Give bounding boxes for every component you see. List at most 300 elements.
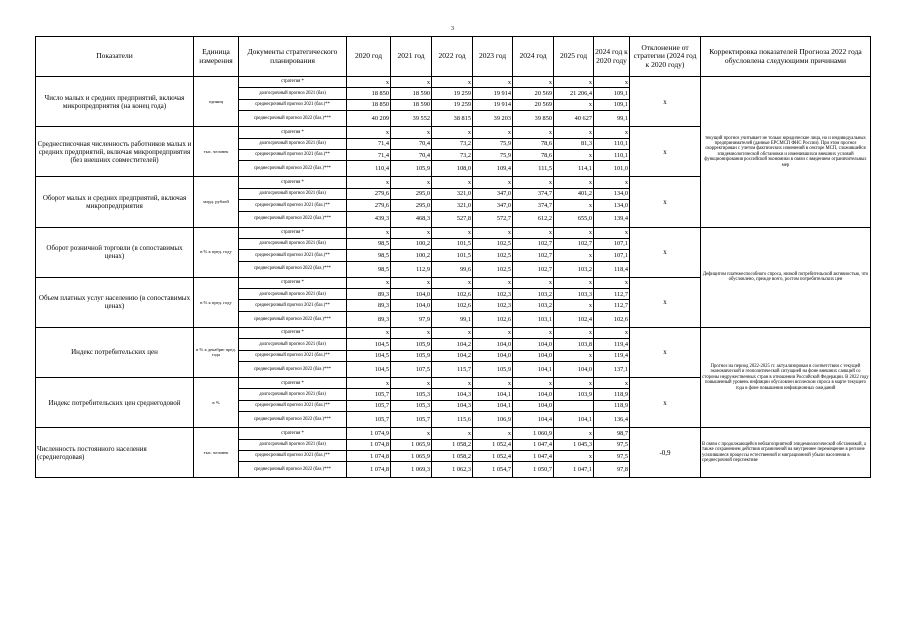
value-cell: 105,7 xyxy=(347,389,391,400)
value-cell: x xyxy=(554,350,594,361)
value-cell: 1 047,4 xyxy=(513,450,554,461)
value-cell: 70,4 xyxy=(391,149,432,160)
value-cell: 99,1 xyxy=(594,111,630,127)
table-row xyxy=(36,428,871,439)
value-cell: 40 209 xyxy=(347,111,391,127)
value-cell: 1 047,1 xyxy=(554,462,594,478)
unit-cell: тыс. человек xyxy=(194,127,239,177)
value-cell: 105,7 xyxy=(391,412,432,428)
value-cell: 1 069,3 xyxy=(391,462,432,478)
value-cell: 38 815 xyxy=(432,111,473,127)
reason-cell: В связи с продолжающейся неблагоприятной эпидемиологической обстановкой, а также сохранением действия ограничений на внутреннее перемещение в регионе усилившиеся процессы естественной и миграционной убыли населения в среднесрочной перспективе xyxy=(701,428,871,478)
value-cell: 112,7 xyxy=(594,289,630,300)
value-cell: 106,9 xyxy=(473,412,513,428)
value-cell: 105,7 xyxy=(347,400,391,411)
value-cell: x xyxy=(391,428,432,439)
value-cell: 1 047,4 xyxy=(513,439,554,450)
indicators-table xyxy=(35,36,871,478)
unit-cell: тыс. человек xyxy=(194,428,239,478)
value-cell: 103,2 xyxy=(554,261,594,277)
value-cell: 104,1 xyxy=(473,400,513,411)
value-cell: x xyxy=(391,177,432,188)
value-cell: x xyxy=(432,378,473,389)
document-cell: стратегия * xyxy=(239,277,347,288)
value-cell: 19 259 xyxy=(432,88,473,99)
value-cell: x xyxy=(347,378,391,389)
value-cell: 99,6 xyxy=(432,261,473,277)
value-cell: 119,4 xyxy=(594,350,630,361)
value-cell: 110,1 xyxy=(594,149,630,160)
value-cell: 104,4 xyxy=(513,412,554,428)
value-cell: 78,6 xyxy=(513,149,554,160)
deviation-cell: x xyxy=(630,177,701,227)
document-cell: стратегия * xyxy=(239,177,347,188)
deviation-cell: -0,9 xyxy=(630,428,701,478)
value-cell: 71,4 xyxy=(347,138,391,149)
document-cell: долгосрочный прогноз 2021 (баз) xyxy=(239,339,347,350)
value-cell: 612,2 xyxy=(513,211,554,227)
header-cell: 2024 год к 2020 году xyxy=(594,37,630,77)
value-cell: 102,7 xyxy=(554,238,594,249)
value-cell: 98,5 xyxy=(347,250,391,261)
value-cell xyxy=(554,400,594,411)
reason-cell: Дефицитом платежеспособного спроса, низкой потребительской активностью, что обусловлено, прежде всего, ростом потребительских цен xyxy=(701,227,871,327)
value-cell: 104,2 xyxy=(432,339,473,350)
value-cell: 108,0 xyxy=(432,161,473,177)
value-cell: x xyxy=(594,77,630,88)
deviation-cell: x xyxy=(630,127,701,177)
value-cell: 1 065,9 xyxy=(391,439,432,450)
value-cell: x xyxy=(473,227,513,238)
value-cell: 102,4 xyxy=(554,311,594,327)
value-cell: 1 045,3 xyxy=(554,439,594,450)
header-cell: 2025 год xyxy=(554,37,594,77)
value-cell: 1 058,2 xyxy=(432,439,473,450)
value-cell: 119,4 xyxy=(594,339,630,350)
value-cell: 104,2 xyxy=(432,350,473,361)
value-cell: 105,9 xyxy=(391,350,432,361)
value-cell: x xyxy=(473,428,513,439)
value-cell: 104,0 xyxy=(473,339,513,350)
value-cell: 100,2 xyxy=(391,238,432,249)
document-cell: стратегия * xyxy=(239,77,347,88)
value-cell: 105,9 xyxy=(391,339,432,350)
value-cell: 103,2 xyxy=(513,300,554,311)
value-cell: 104,1 xyxy=(473,389,513,400)
value-cell: 39 203 xyxy=(473,111,513,127)
value-cell: 104,0 xyxy=(513,350,554,361)
value-cell: x xyxy=(554,300,594,311)
value-cell: x xyxy=(554,200,594,211)
table-row xyxy=(36,227,871,238)
value-cell: 98,5 xyxy=(347,238,391,249)
value-cell: 104,3 xyxy=(432,400,473,411)
value-cell: 109,4 xyxy=(473,161,513,177)
value-cell: x xyxy=(594,227,630,238)
indicator-name: Объем платных услуг населению (в сопоставимых ценах) xyxy=(36,277,194,327)
page-number: 3 xyxy=(451,26,454,32)
document-cell: долгосрочный прогноз 2021 (баз) xyxy=(239,389,347,400)
value-cell: 1 074,9 xyxy=(347,428,391,439)
value-cell: x xyxy=(513,77,554,88)
value-cell: 1 060,9 xyxy=(513,428,554,439)
value-cell: x xyxy=(513,378,554,389)
document-cell: стратегия * xyxy=(239,327,347,338)
header-cell: Корректировка показателей Прогноза 2022 года обусловлена следующими причинами xyxy=(701,37,871,77)
value-cell: 97,5 xyxy=(594,450,630,461)
value-cell: x xyxy=(432,428,473,439)
unit-cell: в % к декабрю пред. года xyxy=(194,327,239,377)
value-cell: 134,0 xyxy=(594,188,630,199)
value-cell: 105,3 xyxy=(391,389,432,400)
value-cell: 104,0 xyxy=(554,362,594,378)
indicator-name: Число малых и средних предприятий, включая микропредприятия (на конец года) xyxy=(36,77,194,127)
indicator-name: Индекс потребительских цен среднегодовой xyxy=(36,378,194,428)
value-cell: 115,7 xyxy=(432,362,473,378)
value-cell: 75,9 xyxy=(473,138,513,149)
value-cell: 97,9 xyxy=(391,311,432,327)
value-cell: 19 259 xyxy=(432,99,473,110)
reason-cell: Прогноз на период 2022-2025 гг. актуализирован в соответствии с текущей экономической и геополитической ситуацией на фоне внешних санкций со стороны недружественных стран в отношении Российской Федерации. В 2022 году повышенный уровень инфляции обусловлен всплеском спроса в марте текущего года в фоне повышения инфляционных ожиданий xyxy=(701,327,871,427)
value-cell: 81,3 xyxy=(554,138,594,149)
value-cell: 102,7 xyxy=(513,238,554,249)
header-cell: 2024 год xyxy=(513,37,554,77)
value-cell: 1 050,7 xyxy=(513,462,554,478)
value-cell: 139,4 xyxy=(594,211,630,227)
deviation-cell: x xyxy=(630,378,701,428)
value-cell: x xyxy=(594,127,630,138)
unit-cell: единиц xyxy=(194,77,239,127)
value-cell: 401,2 xyxy=(554,188,594,199)
value-cell: x xyxy=(554,277,594,288)
value-cell: 374,7 xyxy=(513,200,554,211)
value-cell: 105,3 xyxy=(391,400,432,411)
value-cell: x xyxy=(432,227,473,238)
value-cell: 321,0 xyxy=(432,188,473,199)
document-cell: среднесрочный прогноз 2021 (баз.)** xyxy=(239,250,347,261)
value-cell: 18 850 xyxy=(347,88,391,99)
value-cell: x xyxy=(594,378,630,389)
value-cell: x xyxy=(594,277,630,288)
document-cell: среднесрочный прогноз 2022 (баз.)*** xyxy=(239,261,347,277)
value-cell: 572,7 xyxy=(473,211,513,227)
value-cell: 104,0 xyxy=(513,389,554,400)
header-cell: Документы стратегического планирования xyxy=(239,37,347,77)
document-cell: среднесрочный прогноз 2021 (баз.)** xyxy=(239,350,347,361)
value-cell: x xyxy=(473,77,513,88)
value-cell: 295,0 xyxy=(391,200,432,211)
value-cell: 104,5 xyxy=(347,362,391,378)
value-cell: x xyxy=(554,227,594,238)
header-cell: Показатели xyxy=(36,37,194,77)
value-cell: 104,1 xyxy=(554,412,594,428)
header-cell: 2022 год xyxy=(432,37,473,77)
value-cell: 101,5 xyxy=(432,250,473,261)
value-cell: x xyxy=(347,127,391,138)
value-cell: 89,3 xyxy=(347,289,391,300)
value-cell: 99,1 xyxy=(432,311,473,327)
unit-cell: млрд. рублей xyxy=(194,177,239,227)
value-cell: 1 054,7 xyxy=(473,462,513,478)
document-cell: стратегия * xyxy=(239,227,347,238)
value-cell: 110,1 xyxy=(594,138,630,149)
value-cell: 20 569 xyxy=(513,99,554,110)
value-cell: x xyxy=(594,327,630,338)
value-cell: x xyxy=(391,127,432,138)
value-cell: x xyxy=(391,77,432,88)
value-cell: x xyxy=(513,277,554,288)
value-cell: x xyxy=(347,277,391,288)
value-cell: 134,0 xyxy=(594,200,630,211)
value-cell: 102,3 xyxy=(473,289,513,300)
unit-cell: в % к пред. году xyxy=(194,277,239,327)
value-cell: 19 914 xyxy=(473,99,513,110)
reason-cell: текущий прогноз учитывает не только юридические лица, но и индивидуальных предпринимателей (данные ЕРСМСП ФНС России). При этом прогноз скорректирован с учетом фактических изменений в секторе МСП, сложившейся эпидемиологической обстановки и изменившихся внешних условий функционирования российской экономики в связи с введением ограничительных мер xyxy=(701,77,871,228)
value-cell: x xyxy=(554,99,594,110)
document-cell: среднесрочный прогноз 2022 (баз.)*** xyxy=(239,211,347,227)
value-cell: 655,0 xyxy=(554,211,594,227)
value-cell: x xyxy=(432,277,473,288)
value-cell: 118,9 xyxy=(594,389,630,400)
value-cell: 102,5 xyxy=(473,238,513,249)
value-cell: 527,8 xyxy=(432,211,473,227)
value-cell: 347,0 xyxy=(473,188,513,199)
value-cell: x xyxy=(473,127,513,138)
document-cell: долгосрочный прогноз 2021 (баз) xyxy=(239,188,347,199)
value-cell: x xyxy=(391,378,432,389)
value-cell: 374,7 xyxy=(513,188,554,199)
deviation-cell: x xyxy=(630,327,701,377)
value-cell: 279,6 xyxy=(347,188,391,199)
indicator-name: Численность постоянного населения (среднегодовая) xyxy=(36,428,194,478)
value-cell: 102,5 xyxy=(473,250,513,261)
value-cell: x xyxy=(554,327,594,338)
value-cell: x xyxy=(391,277,432,288)
value-cell: 97,8 xyxy=(594,462,630,478)
value-cell: 104,0 xyxy=(513,400,554,411)
value-cell: 439,3 xyxy=(347,211,391,227)
value-cell: x xyxy=(391,327,432,338)
value-cell: 104,5 xyxy=(347,339,391,350)
document-cell: стратегия * xyxy=(239,378,347,389)
value-cell: 103,2 xyxy=(513,289,554,300)
value-cell: 468,3 xyxy=(391,211,432,227)
unit-cell: в % к пред. году xyxy=(194,227,239,277)
value-cell: x xyxy=(432,77,473,88)
value-cell: 1 074,8 xyxy=(347,462,391,478)
header-cell: 2020 год xyxy=(347,37,391,77)
value-cell: x xyxy=(473,177,513,188)
document-cell: среднесрочный прогноз 2021 (баз.)** xyxy=(239,200,347,211)
header-row xyxy=(36,37,871,77)
value-cell: 104,3 xyxy=(432,389,473,400)
value-cell: 112,7 xyxy=(594,300,630,311)
value-cell: x xyxy=(432,327,473,338)
value-cell: 89,3 xyxy=(347,300,391,311)
value-cell: 109,1 xyxy=(594,99,630,110)
value-cell: 102,6 xyxy=(594,311,630,327)
value-cell: 107,1 xyxy=(594,238,630,249)
document-cell: долгосрочный прогноз 2021 (баз) xyxy=(239,138,347,149)
value-cell: 321,0 xyxy=(432,200,473,211)
value-cell: x xyxy=(473,327,513,338)
value-cell: 112,9 xyxy=(391,261,432,277)
value-cell: 136,4 xyxy=(594,412,630,428)
deviation-cell: x xyxy=(630,277,701,327)
value-cell: 18 850 xyxy=(347,99,391,110)
document-cell: среднесрочный прогноз 2022 (баз.)*** xyxy=(239,161,347,177)
document-cell: среднесрочный прогноз 2022 (баз.)*** xyxy=(239,362,347,378)
value-cell: 70,4 xyxy=(391,138,432,149)
value-cell: x xyxy=(347,327,391,338)
value-cell: 18 590 xyxy=(391,99,432,110)
value-cell: x xyxy=(432,177,473,188)
value-cell: 1 074,8 xyxy=(347,439,391,450)
value-cell: 1 052,4 xyxy=(473,450,513,461)
value-cell: 78,6 xyxy=(513,138,554,149)
value-cell: 295,0 xyxy=(391,188,432,199)
value-cell: x xyxy=(513,177,554,188)
value-cell: 102,6 xyxy=(432,289,473,300)
value-cell: 105,9 xyxy=(473,362,513,378)
value-cell: 102,3 xyxy=(473,300,513,311)
value-cell: 107,5 xyxy=(391,362,432,378)
value-cell: 98,7 xyxy=(594,428,630,439)
value-cell: x xyxy=(554,77,594,88)
value-cell: x xyxy=(513,127,554,138)
deviation-cell: x xyxy=(630,227,701,277)
header-cell: 2023 год xyxy=(473,37,513,77)
value-cell: 347,0 xyxy=(473,200,513,211)
value-cell: 105,7 xyxy=(347,412,391,428)
value-cell: x xyxy=(554,149,594,160)
document-cell: долгосрочный прогноз 2021 (баз) xyxy=(239,439,347,450)
value-cell: 103,3 xyxy=(554,289,594,300)
value-cell: 73,2 xyxy=(432,149,473,160)
value-cell: 104,0 xyxy=(473,350,513,361)
document-cell: среднесрочный прогноз 2022 (баз.)*** xyxy=(239,311,347,327)
value-cell: 21 206,4 xyxy=(554,88,594,99)
value-cell: 104,1 xyxy=(513,362,554,378)
document-cell: долгосрочный прогноз 2021 (баз) xyxy=(239,289,347,300)
value-cell: 71,4 xyxy=(347,149,391,160)
value-cell: 103,8 xyxy=(554,339,594,350)
value-cell: 102,7 xyxy=(513,250,554,261)
value-cell: 109,1 xyxy=(594,88,630,99)
header-cell: 2021 год xyxy=(391,37,432,77)
indicator-name: Среднесписочная численность работников малых и средних предприятий, включая микропредприятия (без внешних совместителей) xyxy=(36,127,194,177)
value-cell: x xyxy=(513,227,554,238)
value-cell: 101,0 xyxy=(594,161,630,177)
table-row xyxy=(36,77,871,88)
value-cell: 1 058,2 xyxy=(432,450,473,461)
value-cell: 118,4 xyxy=(594,261,630,277)
value-cell: x xyxy=(554,450,594,461)
value-cell: 102,7 xyxy=(513,261,554,277)
value-cell: 111,5 xyxy=(513,161,554,177)
value-cell: 100,2 xyxy=(391,250,432,261)
value-cell: x xyxy=(554,250,594,261)
value-cell: 19 914 xyxy=(473,88,513,99)
value-cell: 1 052,4 xyxy=(473,439,513,450)
document-cell: среднесрочный прогноз 2021 (баз.)** xyxy=(239,99,347,110)
document-cell: стратегия * xyxy=(239,127,347,138)
value-cell: x xyxy=(347,227,391,238)
indicator-name: Оборот малых и средних предприятий, включая микропредприятия xyxy=(36,177,194,227)
value-cell: 102,6 xyxy=(473,311,513,327)
value-cell: x xyxy=(473,277,513,288)
value-cell: x xyxy=(554,378,594,389)
document-cell: среднесрочный прогноз 2021 (баз.)** xyxy=(239,149,347,160)
value-cell: x xyxy=(347,77,391,88)
value-cell: 89,3 xyxy=(347,311,391,327)
document-cell: среднесрочный прогноз 2021 (баз.)** xyxy=(239,300,347,311)
value-cell: x xyxy=(473,378,513,389)
value-cell: x xyxy=(391,227,432,238)
document-cell: среднесрочный прогноз 2021 (баз.)** xyxy=(239,400,347,411)
value-cell: 137,1 xyxy=(594,362,630,378)
value-cell: 279,6 xyxy=(347,200,391,211)
value-cell: 104,0 xyxy=(513,339,554,350)
unit-cell: в % xyxy=(194,378,239,428)
value-cell: 105,9 xyxy=(391,161,432,177)
value-cell: 103,1 xyxy=(513,311,554,327)
indicator-name: Оборот розничной торговли (в сопоставимых ценах) xyxy=(36,227,194,277)
value-cell: 40 627 xyxy=(554,111,594,127)
value-cell: 18 590 xyxy=(391,88,432,99)
value-cell: 102,6 xyxy=(432,300,473,311)
value-cell: x xyxy=(554,177,594,188)
value-cell: 97,5 xyxy=(594,439,630,450)
value-cell: 110,4 xyxy=(347,161,391,177)
value-cell: 102,5 xyxy=(473,261,513,277)
table-row xyxy=(36,327,871,338)
value-cell: 104,0 xyxy=(391,300,432,311)
indicator-name: Индекс потребительских цен xyxy=(36,327,194,377)
value-cell: 103,9 xyxy=(554,389,594,400)
value-cell: 104,0 xyxy=(391,289,432,300)
value-cell: 104,5 xyxy=(347,350,391,361)
value-cell: 39 552 xyxy=(391,111,432,127)
header-cell: Единица измерения xyxy=(194,37,239,77)
value-cell: x xyxy=(554,428,594,439)
document-cell: среднесрочный прогноз 2021 (баз.)** xyxy=(239,450,347,461)
document-cell: среднесрочный прогноз 2022 (баз.)*** xyxy=(239,412,347,428)
value-cell: x xyxy=(594,177,630,188)
document-cell: долгосрочный прогноз 2021 (баз) xyxy=(239,88,347,99)
value-cell: 98,5 xyxy=(347,261,391,277)
value-cell: 1 062,3 xyxy=(432,462,473,478)
value-cell: 115,6 xyxy=(432,412,473,428)
value-cell: 20 569 xyxy=(513,88,554,99)
value-cell: 73,2 xyxy=(432,138,473,149)
document-cell: стратегия * xyxy=(239,428,347,439)
value-cell: 75,9 xyxy=(473,149,513,160)
value-cell: 118,9 xyxy=(594,400,630,411)
value-cell: x xyxy=(513,327,554,338)
value-cell: 1 074,8 xyxy=(347,450,391,461)
value-cell: 39 850 xyxy=(513,111,554,127)
value-cell: x xyxy=(432,127,473,138)
value-cell: x xyxy=(347,177,391,188)
document-cell: среднесрочный прогноз 2022 (баз.)*** xyxy=(239,462,347,478)
value-cell: 107,1 xyxy=(594,250,630,261)
header-cell: Отклонение от стратегии (2024 год к 2020 году) xyxy=(630,37,701,77)
value-cell: 114,1 xyxy=(554,161,594,177)
value-cell: 1 065,9 xyxy=(391,450,432,461)
value-cell: x xyxy=(554,127,594,138)
document-cell: среднесрочный прогноз 2022 (баз.)*** xyxy=(239,111,347,127)
